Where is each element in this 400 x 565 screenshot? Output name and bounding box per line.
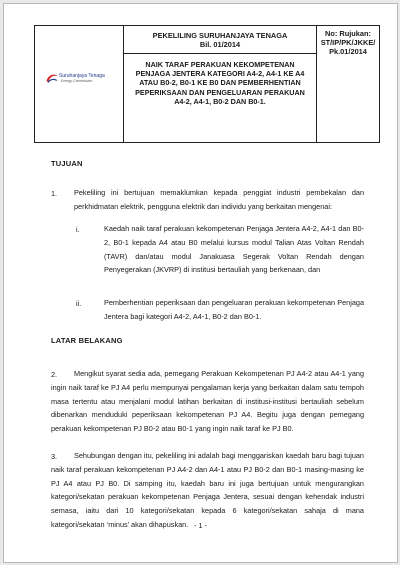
circular-title: NAIK TARAF PERAKUAN KEKOMPETENAN PENJAGA JENTERA KATEGORI A4-2, A4-1 KE A4 ATAU B0-2, B0-1 KE B0 DAN PEMBERHENTIAN PEPERIKSAAN DAN PENGELUARAN PERAKUAN A4-2, A4-1, B0-2 DAN B0-1. (135, 60, 305, 106)
item-ii-number: ii. (76, 299, 82, 308)
header-table (34, 25, 380, 143)
ref-block (317, 26, 379, 56)
header-org-block (124, 26, 316, 54)
document-page (3, 3, 398, 563)
para-3-number: 3. (51, 452, 58, 461)
ref-label: No: Rujukan: (325, 29, 371, 38)
para-1-number: 1. (51, 189, 58, 198)
logo-swoosh-icon (45, 72, 59, 86)
ref-value: ST/IP/PK/JKKE/ Pk.01/2014 (320, 38, 376, 56)
org-title: PEKELILING SURUHANJAYA TENAGA (152, 30, 288, 40)
item-ii-text: Pemberhentian peperiksaan dan pengeluaran perakuan kekompetenan Penjaga Jentera bagi kategori A4-2, A4-1, B0-2 dan B0-1. (104, 298, 364, 321)
logo-text: Suruhanjaya Tenaga (59, 73, 105, 79)
page-number: - 1 - (194, 521, 207, 530)
para-3-text: Sehubungan dengan itu, pekeliling ini adalah bagi menggariskan kaedah baru bagi tujuan naik taraf perakuan kekompetenan PJ A4-2 dan A4-1 atau PJ B0-2 dan B0-1 masing-masing ke PJ A4 atau PJ B0. Di samping itu, kaedah baru ini juga bertujuan untuk mengurangkan kategori/sekatan perakuan kekompetenan Penjaga Jentera, sesuai dengan kehendak industri semasa, iaitu dari 10 kategori/sekatan kepada 6 kategori/sekatan sahaja di mana kategori/sekatan ‘minus’ akan dihapuskan. (51, 451, 364, 529)
para-1-text: Pekeliling ini bertujuan memaklumkan kepada penggiat industri pembekalan dan perkhidmatan elektrik, pengguna elektrik dan individu yang berkaitan mengenai: (74, 188, 364, 211)
para-2-text: Mengikut syarat sedia ada, pemegang Perakuan Kekompetenan PJ A4-2 atau A4-1 yang ingin naik taraf ke PJ A4 perlu mempunyai pengalaman kerja yang berkaitan dalam satu tempoh masa tertentu atau menjalani modul latihan berkaitan di institusi-institusi bertauliah sebelum dibenarkan menduduki peperiksaan kekompetenan PJ A4. Begitu juga dengan pemegang perakuan kekompetenan PJ B0-2 atau B0-1 yang ingin naik taraf ke PJ B0. (51, 369, 364, 434)
header-title-cell (124, 26, 317, 142)
item-i-text: Kaedah naik taraf perakuan kekompetenan Penjaga Jentera A4-2, A4-1 dan B0-2, B0-1 kepada A4 atau B0 melalui kursus modul Talian Atas Voltan Rendah (TAVR) dan/atau modul Janakuasa Segerak Voltan Rendah dengan Penyegerakan (JKVRP) di institusi bertauliah yang berkenaan, dan (104, 224, 364, 275)
logo-subtext: Energy Commission (61, 79, 93, 83)
item-i-number: i. (76, 225, 80, 234)
bil-number: Bil. 01/2014 (199, 39, 241, 49)
logo (45, 69, 119, 95)
para-2-number: 2. (51, 370, 58, 379)
heading-latar-belakang: LATAR BELAKANG (51, 336, 123, 345)
logo-cell (35, 26, 124, 142)
header-ref-cell (317, 26, 379, 142)
heading-tujuan: TUJUAN (51, 159, 83, 168)
